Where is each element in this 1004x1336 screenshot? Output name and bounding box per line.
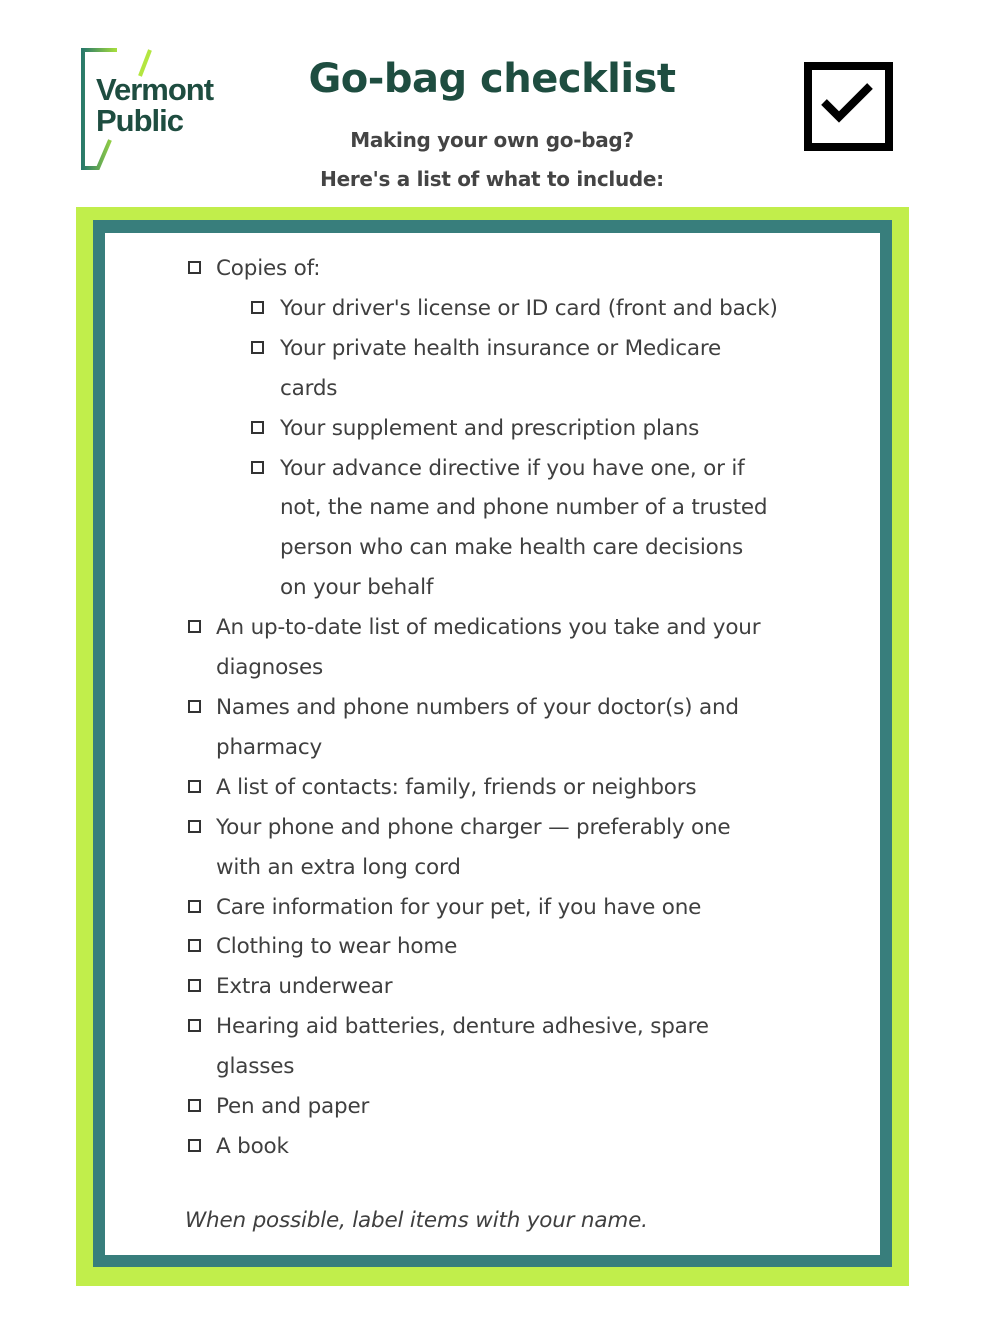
checklist-item-text: glasses [216, 1054, 295, 1080]
subtitle-intro: Here's a list of what to include: [320, 167, 664, 191]
checklist-subitem [185, 449, 845, 609]
checklist-item-text: person who can make health care decisions [280, 535, 743, 561]
logo-line-2: Public [96, 103, 184, 138]
checkbox-icon[interactable] [188, 620, 201, 633]
vermont-public-logo [80, 48, 232, 172]
checklist-item [185, 967, 845, 1007]
checklist-item [185, 249, 845, 289]
checklist-item [185, 808, 845, 888]
checkbox-icon[interactable] [188, 1099, 201, 1112]
checklist-item-text: A list of contacts: family, friends or neighbors [216, 774, 697, 800]
checkbox-icon[interactable] [188, 1139, 201, 1152]
checklist [185, 249, 845, 1167]
checklist-subitem [185, 289, 845, 329]
checklist-item-text: cards [280, 375, 338, 401]
checkbox-icon[interactable] [188, 700, 201, 713]
checklist-item-text: Your phone and phone charger — preferably one [216, 814, 731, 840]
checklist-item-text: not, the name and phone number of a trusted [280, 495, 768, 521]
logo-line-1: Vermont [96, 72, 214, 107]
checked-box-icon [804, 62, 893, 151]
checklist-item [185, 1127, 845, 1167]
checklist-item-text: with an extra long cord [216, 854, 461, 880]
checklist-item-text: Copies of: [216, 256, 321, 281]
checklist-item-text: Extra underwear [216, 974, 393, 1000]
checklist-item-text: Your driver's license or ID card (front and back) [280, 295, 778, 321]
checklist-item [185, 927, 845, 967]
page-title: Go-bag checklist [308, 56, 676, 102]
subtitle-question: Making your own go-bag? [350, 128, 634, 152]
checklist-item-text: pharmacy [216, 734, 322, 760]
checklist-item-text: Care information for your pet, if you have one [216, 894, 702, 920]
checkbox-icon[interactable] [188, 939, 201, 952]
checklist-item-text: A book [216, 1133, 289, 1159]
checklist-item [185, 1007, 845, 1087]
checklist-item-text: Names and phone numbers of your doctor(s) and [216, 694, 739, 720]
footer-note: When possible, label items with your name. [185, 1208, 648, 1233]
checkbox-icon[interactable] [251, 301, 264, 314]
checkbox-icon[interactable] [188, 979, 201, 992]
checklist-item-text: Your supplement and prescription plans [280, 415, 700, 441]
checklist-item [185, 1087, 845, 1127]
checklist-item-text: An up-to-date list of medications you take and your [216, 615, 761, 641]
checklist-item [185, 888, 845, 928]
checklist-item [185, 688, 845, 768]
checklist-item-text: Clothing to wear home [216, 934, 458, 960]
checklist-item-text: Your private health insurance or Medicare [280, 335, 722, 361]
checklist-subitem [185, 409, 845, 449]
checkbox-icon[interactable] [188, 780, 201, 793]
checklist-item [185, 608, 845, 688]
checkbox-icon[interactable] [188, 261, 201, 274]
checklist-item-text: Your advance directive if you have one, or if [280, 455, 745, 481]
checklist-item-text: Pen and paper [216, 1094, 370, 1120]
checkbox-icon[interactable] [188, 820, 201, 833]
checkbox-icon[interactable] [251, 341, 264, 354]
checkbox-icon[interactable] [251, 421, 264, 434]
checklist-item-text: Hearing aid batteries, denture adhesive, spare [216, 1014, 709, 1040]
checklist-subitem [185, 329, 845, 409]
checkbox-icon[interactable] [251, 461, 264, 474]
checkbox-icon[interactable] [188, 1019, 201, 1032]
checklist-item-text: diagnoses [216, 655, 324, 681]
checklist-item-text: on your behalf [280, 575, 434, 601]
checkbox-icon[interactable] [188, 900, 201, 913]
checklist-item [185, 768, 845, 808]
